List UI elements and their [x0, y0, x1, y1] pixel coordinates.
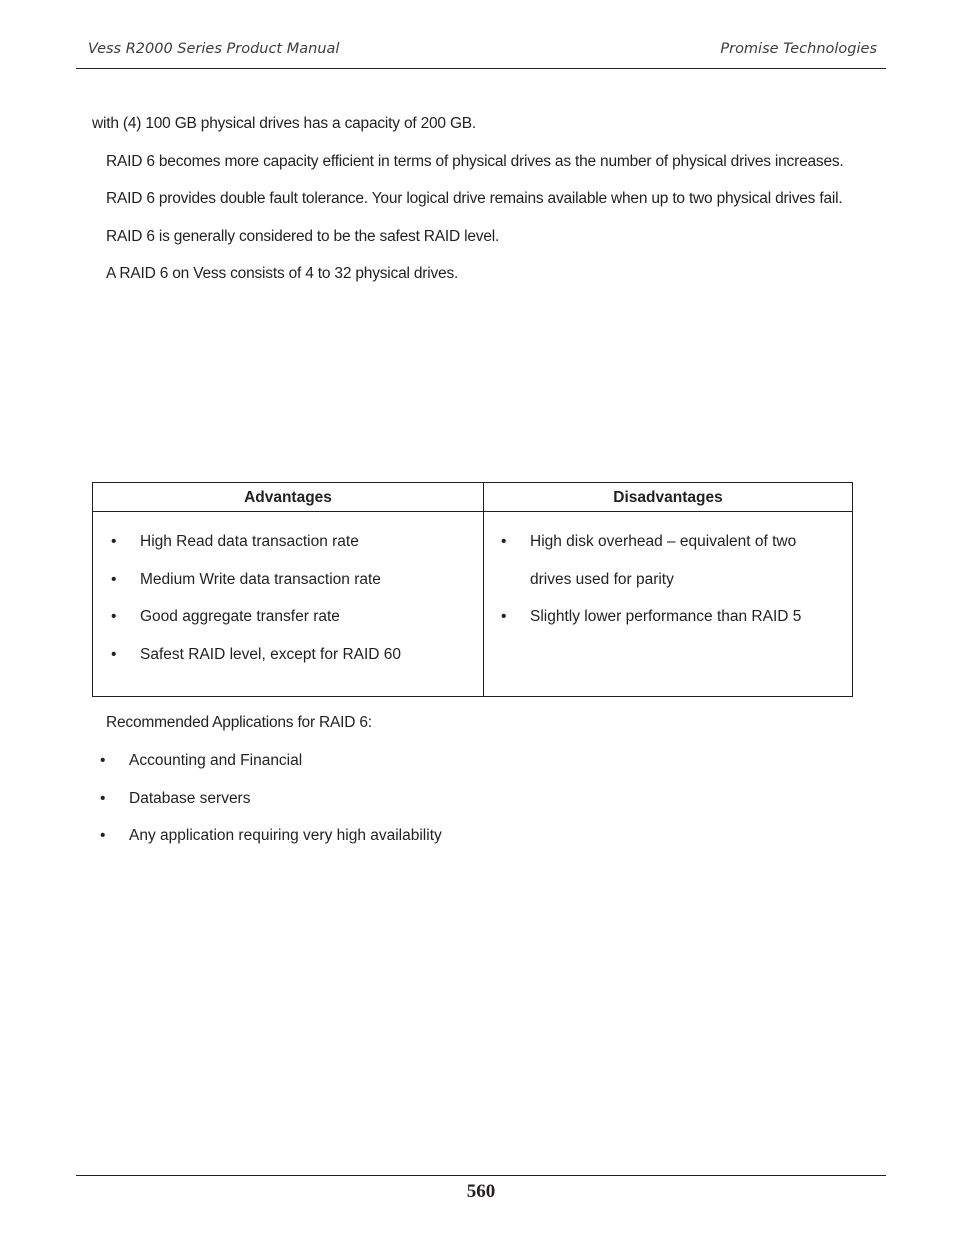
list-item: • Accounting and Financial — [100, 742, 442, 780]
manual-title: Vess R2000 Series Product Manual — [88, 41, 340, 57]
page-number: 560 — [466, 1181, 496, 1202]
advantages-list — [111, 523, 401, 673]
table-column-divider — [483, 483, 484, 696]
list-item: • Database servers — [100, 780, 442, 818]
list-item: • Any application requiring very high availability — [100, 817, 442, 855]
bullet-icon: • — [100, 827, 106, 844]
paragraph-capacity-efficiency: RAID 6 becomes more capacity efficient in terms of physical drives as the number of physical drives increases. — [106, 153, 844, 170]
list-item: • Safest RAID level, except for RAID 60 — [111, 636, 401, 674]
list-item: • Medium Write data transaction rate — [111, 561, 401, 599]
footer-divider — [76, 1175, 886, 1176]
bullet-icon: • — [100, 789, 106, 807]
page-header — [76, 38, 886, 69]
bullet-icon: • — [111, 533, 117, 550]
bullet-icon: • — [111, 608, 117, 625]
bullet-icon: • — [501, 608, 507, 625]
list-item: • High disk overhead – equivalent of two drives used for parity — [501, 523, 841, 598]
paragraph-drive-count: A RAID 6 on Vess consists of 4 to 32 physical drives. — [106, 265, 459, 282]
advantages-header: Advantages — [244, 489, 332, 506]
recommended-title: Recommended Applications for RAID 6: — [106, 714, 372, 731]
company-name: Promise Technologies — [720, 41, 877, 57]
bullet-icon: • — [111, 645, 117, 663]
list-item: • Slightly lower performance than RAID 5 — [501, 598, 841, 636]
table-header-divider — [93, 511, 852, 512]
bullet-icon: • — [111, 570, 117, 588]
bullet-icon: • — [501, 533, 507, 550]
paragraph-fault-tolerance: RAID 6 provides double fault tolerance. Your logical drive remains available when up to two physical drives fail. — [106, 190, 843, 207]
raid6-comparison-table — [92, 482, 853, 697]
disadvantages-header: Disadvantages — [613, 489, 723, 506]
list-item: • High Read data transaction rate — [111, 523, 401, 561]
list-item: • Good aggregate transfer rate — [111, 598, 401, 636]
bullet-icon: • — [100, 752, 106, 769]
recommended-applications-list — [100, 742, 442, 855]
paragraph-capacity-example: with (4) 100 GB physical drives has a capacity of 200 GB. — [92, 115, 477, 132]
paragraph-safest-level: RAID 6 is generally considered to be the safest RAID level. — [106, 228, 500, 245]
disadvantages-list — [501, 523, 841, 636]
